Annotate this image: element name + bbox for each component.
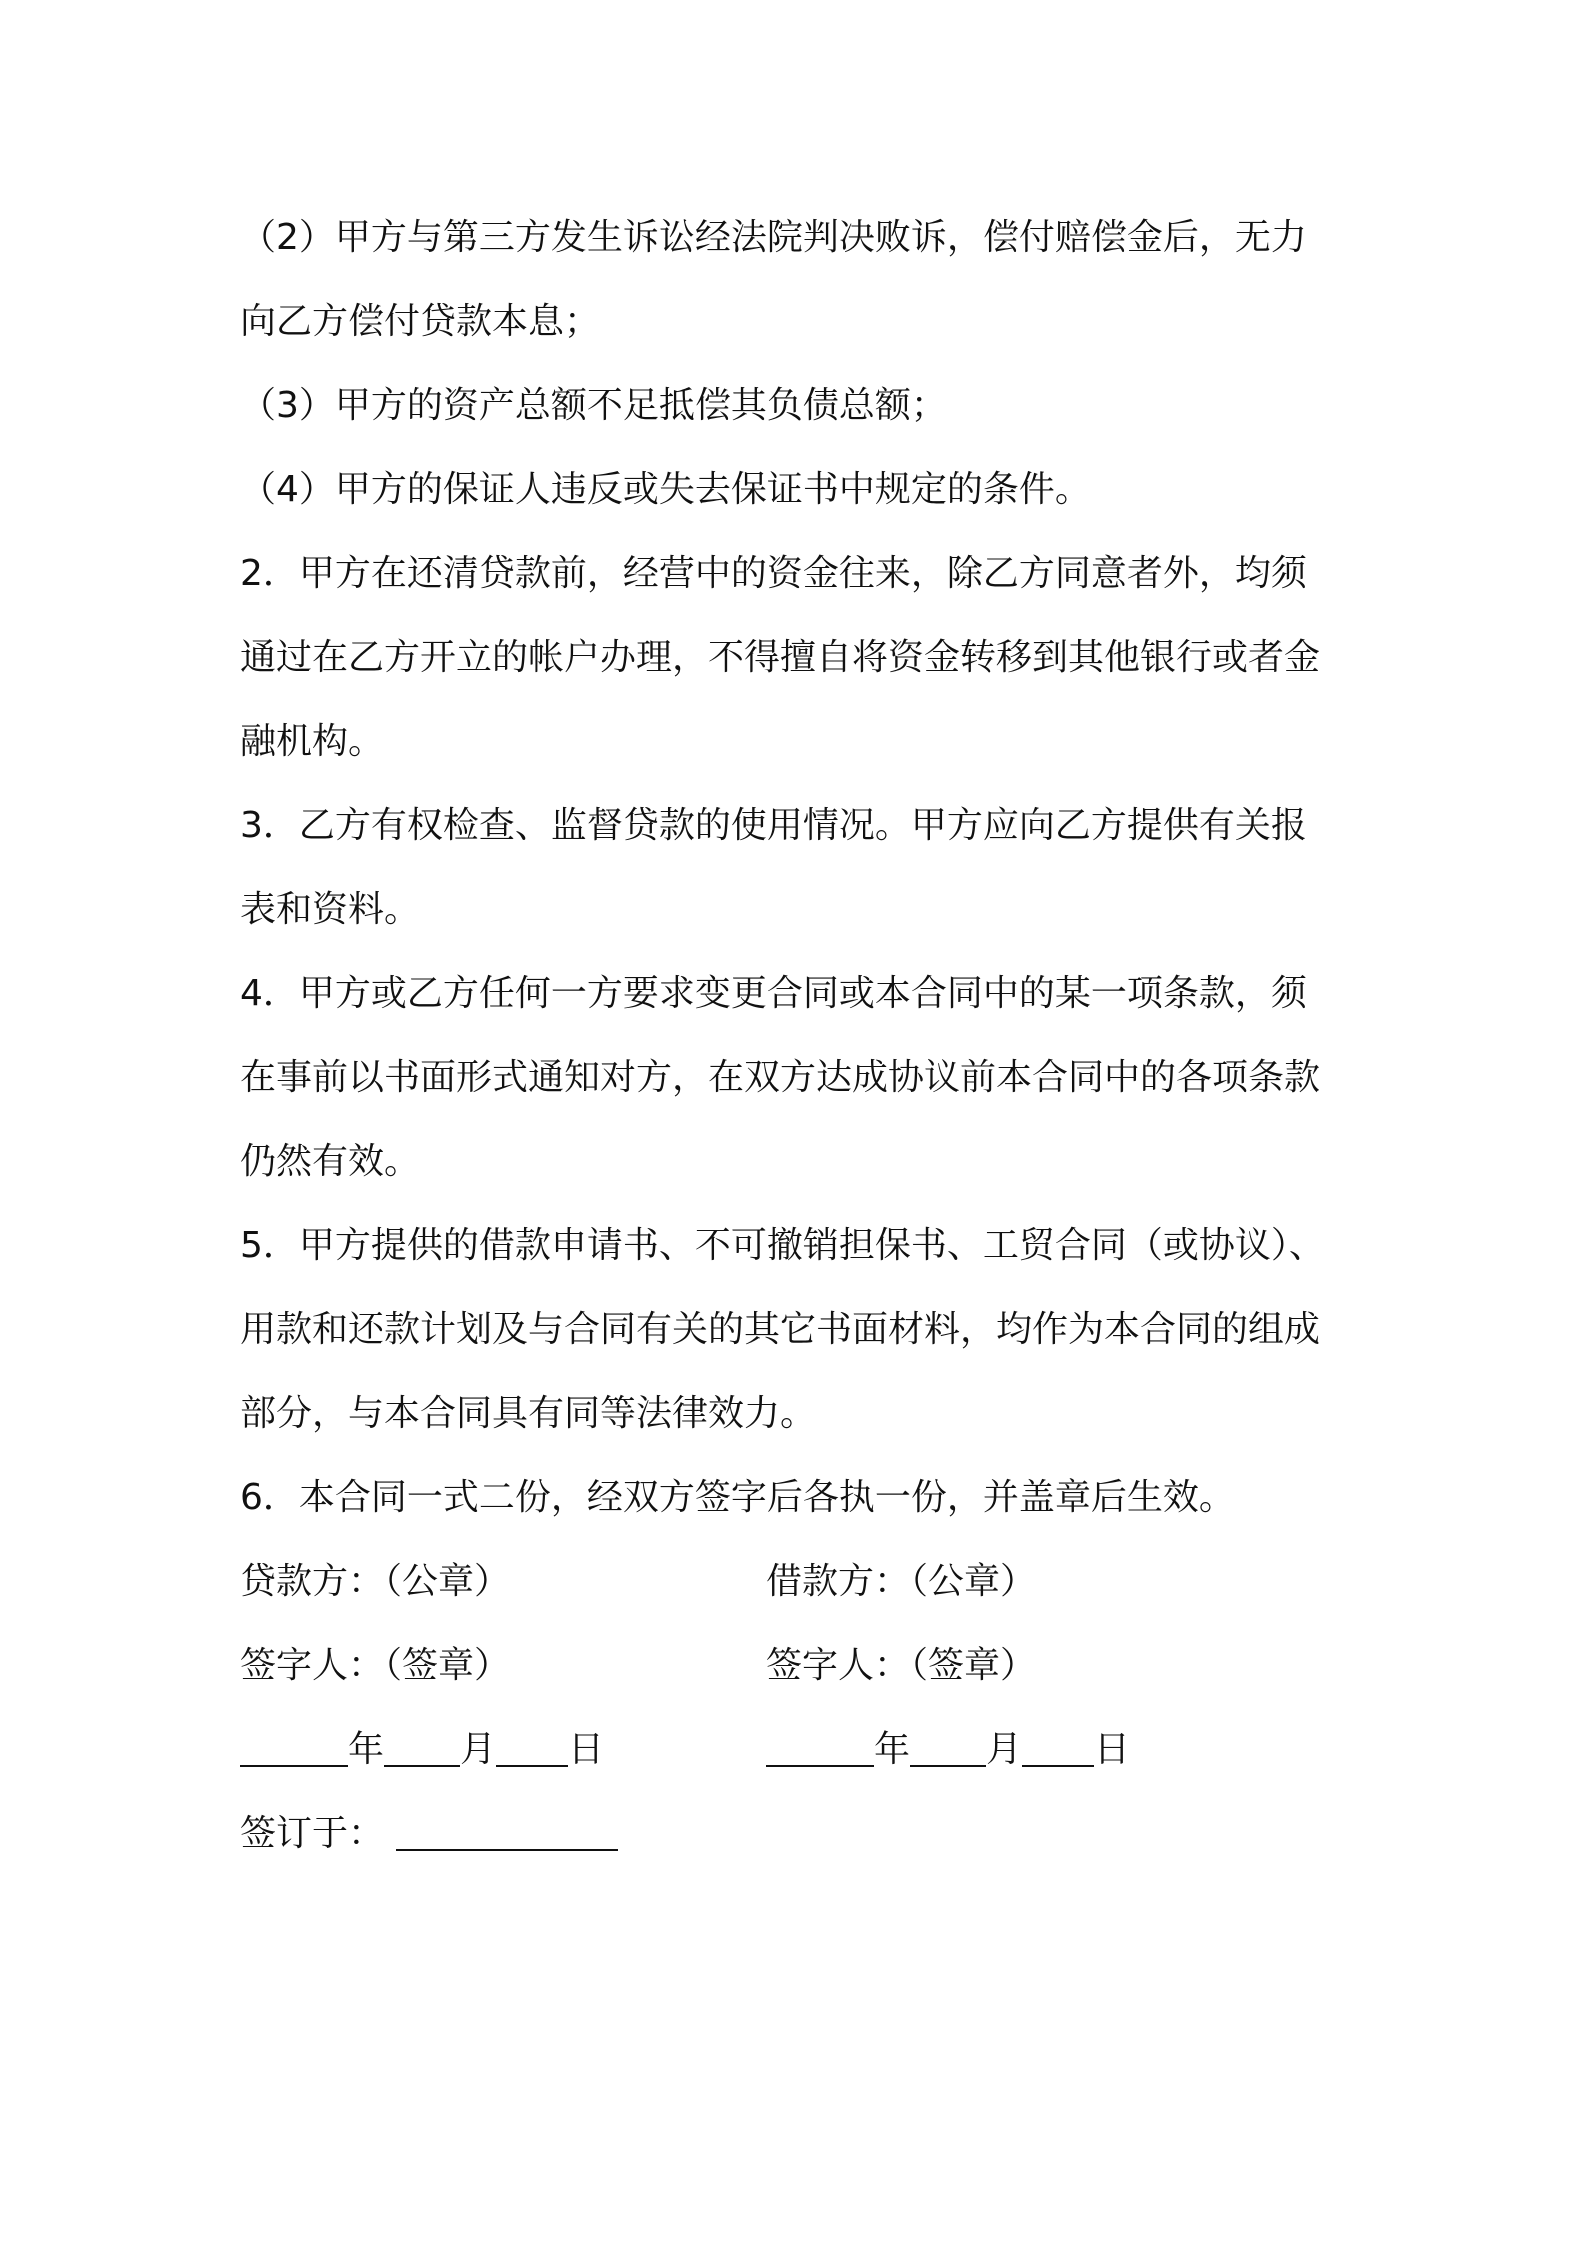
- article-3-line-1: 3．乙方有权检查、监督贷款的使用情况。甲方应向乙方提供有关报: [240, 805, 1307, 846]
- signed-place-row: [240, 1792, 1370, 1876]
- borrower-date: [766, 1708, 1130, 1792]
- article-5-line-2: 用款和还款计划及与合同有关的其它书面材料，均作为本合同的组成: [240, 1309, 1321, 1350]
- article-4-line-1: 4．甲方或乙方任何一方要求变更合同或本合同中的某一项条款，须: [240, 973, 1307, 1014]
- article-6-line: 6．本合同一式二份，经双方签字后各执一份，并盖章后生效。: [240, 1477, 1235, 1518]
- article-5-line-3: 部分，与本合同具有同等法律效力。: [240, 1393, 817, 1434]
- lender-date: [240, 1708, 604, 1792]
- signed-place-blank: [396, 1799, 618, 1851]
- lender-day-blank: [496, 1715, 568, 1767]
- article-2-line-1: 2．甲方在还清贷款前，经营中的资金往来，除乙方同意者外，均须: [240, 553, 1307, 594]
- clause-3-line: （3）甲方的资产总额不足抵偿其负债总额；: [240, 385, 947, 426]
- lender-year-blank: [240, 1715, 348, 1767]
- lender-year-unit: 年: [348, 1729, 385, 1770]
- clause-2-line-1: （2）甲方与第三方发生诉讼经法院判决败诉，偿付赔偿金后，无力: [240, 217, 1307, 258]
- clause-4-line: （4）甲方的保证人违反或失去保证书中规定的条件。: [240, 469, 1091, 510]
- signed-at-label: 签订于：: [240, 1813, 385, 1854]
- article-4-line-2: 在事前以书面形式通知对方，在双方达成协议前本合同中的各项条款: [240, 1057, 1321, 1098]
- article-5-line-1: 5．甲方提供的借款申请书、不可撤销担保书、工贸合同（或协议）、: [240, 1225, 1325, 1266]
- article-2-line-3: 融机构。: [240, 721, 385, 762]
- article-2-line-2: 通过在乙方开立的帐户办理，不得擅自将资金转移到其他银行或者金: [240, 637, 1321, 678]
- signed-place: [240, 1792, 618, 1876]
- lender-seal-label: 贷款方：（公章）: [240, 1561, 511, 1602]
- article-3-line-2: 表和资料。: [240, 889, 421, 930]
- date-row: [240, 1708, 1370, 1792]
- article-4-line-3: 仍然有效。: [240, 1141, 421, 1182]
- borrower-year-blank: [766, 1715, 874, 1767]
- lender-signer-label: 签字人：（签章）: [240, 1645, 511, 1686]
- borrower-month-unit: 月: [986, 1729, 1023, 1770]
- lender-month-blank: [384, 1715, 460, 1767]
- lender-month-unit: 月: [460, 1729, 497, 1770]
- contract-body: [240, 196, 1370, 1876]
- lender-day-unit: 日: [568, 1729, 605, 1770]
- seal-row: [240, 1540, 1370, 1624]
- borrower-day-blank: [1022, 1715, 1094, 1767]
- borrower-month-blank: [910, 1715, 986, 1767]
- borrower-year-unit: 年: [874, 1729, 911, 1770]
- borrower-day-unit: 日: [1094, 1729, 1131, 1770]
- signer-row: [240, 1624, 1370, 1708]
- borrower-seal-label: 借款方：（公章）: [766, 1561, 1037, 1602]
- borrower-signer-label: 签字人：（签章）: [766, 1645, 1037, 1686]
- clause-2-line-2: 向乙方偿付贷款本息；: [240, 301, 601, 342]
